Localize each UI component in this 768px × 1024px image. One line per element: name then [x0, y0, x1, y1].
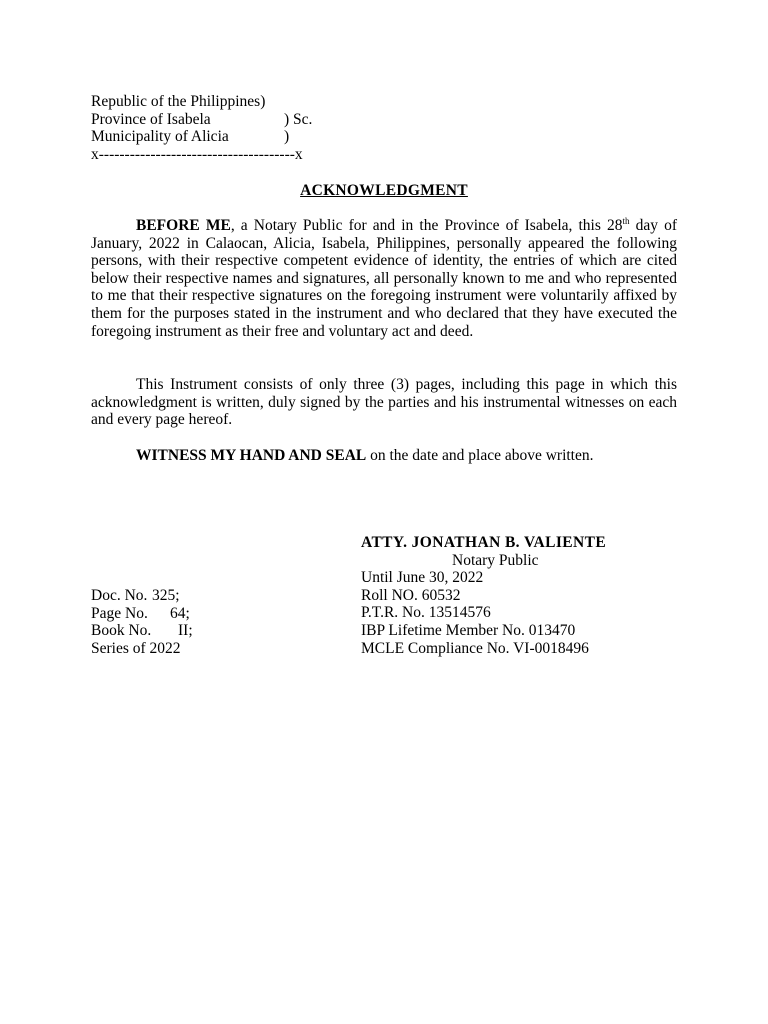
notary-ibp-number: IBP Lifetime Member No. 013470 — [361, 621, 576, 639]
venue-province-text: Province of Isabela — [91, 110, 211, 128]
venue-municipality-text: Municipality of Alicia — [91, 128, 229, 146]
before-me-lead: BEFORE ME — [136, 217, 231, 234]
notary-title: Notary Public — [452, 551, 539, 569]
notarial-register-details — [91, 587, 291, 657]
document-title: ACKNOWLEDGMENT — [300, 182, 468, 199]
book-number-label: Book No. — [91, 622, 152, 640]
notary-name: ATTY. JONATHAN B. VALIENTE — [361, 534, 607, 551]
venue-separator: x--------------------------------------x — [91, 145, 303, 163]
doc-number — [91, 587, 291, 605]
notary-roll-number: Roll NO. 60532 — [361, 586, 461, 604]
series-year: Series of 2022 — [91, 639, 181, 657]
notary-ptr-number: P.T.R. No. 13514576 — [361, 604, 491, 622]
book-number — [91, 622, 291, 640]
venue-province — [91, 111, 411, 129]
doc-number-value: 325; — [152, 587, 180, 604]
paragraph1-text-a: , a Notary Public for and in the Province of Isabela, this 28 — [230, 217, 623, 234]
page-number-label: Page No. — [91, 604, 148, 622]
notary-commission-until: Until June 30, 2022 — [361, 569, 484, 587]
acknowledgment-paragraph — [91, 217, 677, 340]
venue-municipality — [91, 128, 411, 146]
book-number-value: II; — [178, 622, 193, 640]
doc-number-label: Doc. No. — [91, 587, 148, 604]
notary-signature-block — [361, 534, 661, 657]
paragraph1-text-b: day of January, 2022 in Calaocan, Alicia, Isabela, Philippines, personally appeared the following persons, with their respective competent evidence of identity, the entries of which are cited below their respective names and signatures, all personally known to me and who represented to me that their respective signatures on the foregoing instrument were voluntarily affixed by them for the purposes stated in the instrument and who declared that they have executed the foregoing instrument as their free and voluntary act and deed. — [91, 217, 678, 340]
witness-paragraph — [91, 447, 677, 465]
venue-country-text: Republic of the Philippines) — [91, 93, 266, 110]
notary-mcle-number: MCLE Compliance No. VI-0018496 — [361, 639, 589, 657]
witness-lead: WITNESS MY HAND AND SEAL — [136, 447, 367, 464]
venue-caption — [91, 93, 411, 163]
venue-municipality-paren: ) — [284, 128, 290, 146]
witness-text: on the date and place above written. — [366, 447, 594, 464]
instrument-pages-paragraph: This Instrument consists of only three (3) pages, including this page in which this acknowledgment is written, duly signed by the parties and his instrumental witnesses on each and every page hereof. — [91, 376, 677, 429]
page-number-value: 64; — [170, 604, 190, 622]
venue-province-paren: ) Sc. — [284, 110, 313, 128]
page-number — [91, 605, 291, 623]
day-ordinal-suffix: th — [622, 216, 630, 226]
venue-country — [91, 93, 411, 111]
